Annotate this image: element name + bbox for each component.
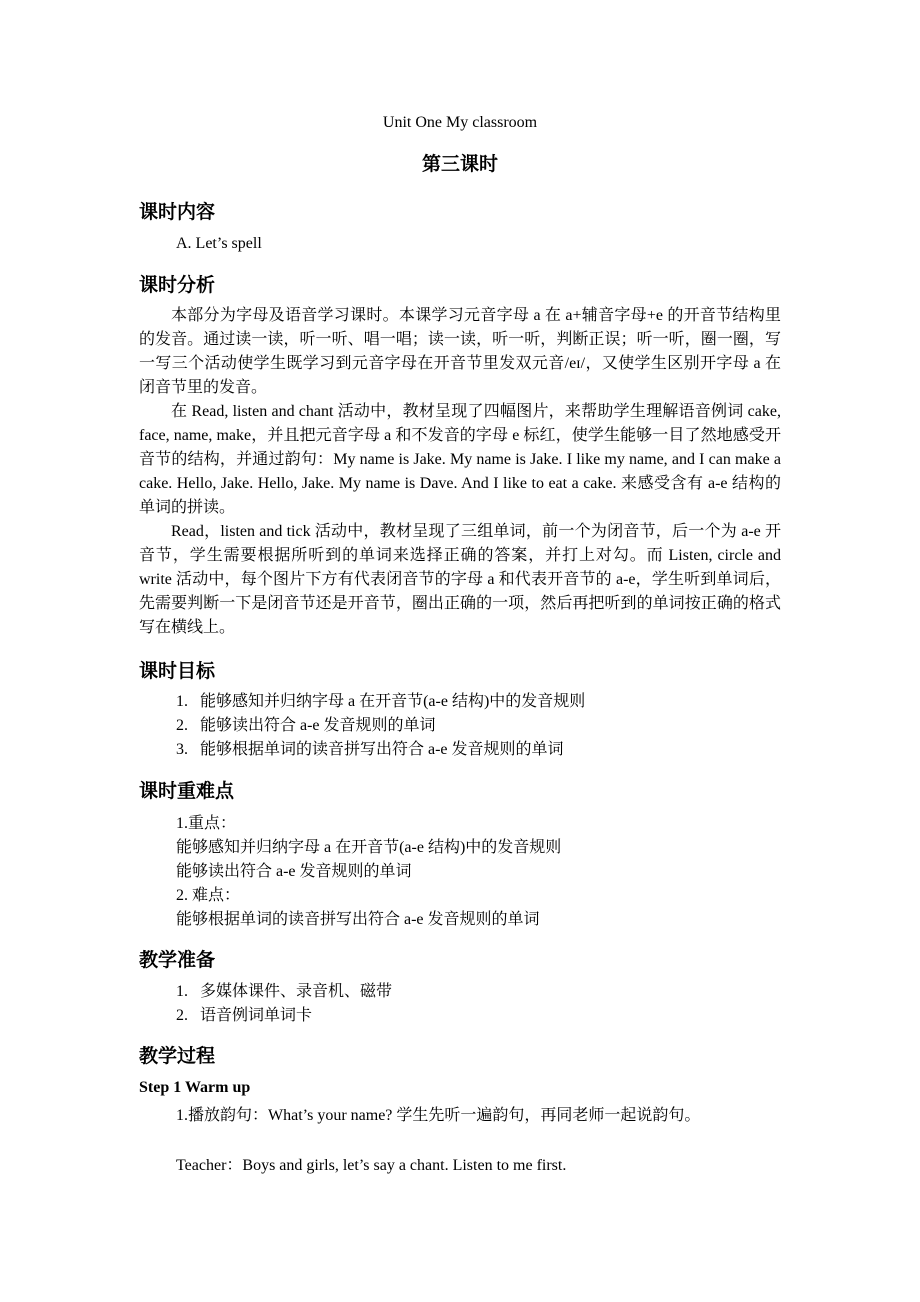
list-text: 语音例词单词卡 [200, 1007, 313, 1024]
key-point-line: 1.重点： [176, 815, 237, 832]
list-text: 多媒体课件、录音机、磁带 [200, 983, 393, 1000]
section-heading-content: 课时内容 [139, 201, 216, 223]
step-title: Step 1 Warm up [139, 1079, 251, 1096]
list-item [176, 1004, 392, 1028]
analysis-body [139, 304, 781, 640]
content-item: A. Let’s spell [176, 235, 262, 252]
list-number: 2. [176, 717, 188, 734]
key-points-detail [176, 836, 561, 932]
objectives-list [176, 690, 585, 762]
section-heading-preparation: 教学准备 [139, 949, 216, 971]
list-number: 3. [176, 741, 188, 758]
section-heading-process: 教学过程 [139, 1045, 216, 1067]
analysis-paragraph: 在 Read, listen and chant 活动中，教材呈现了四幅图片，来帮助学生理解语音例词 cake, face, name, make，并且把元音字母 a 和不发音的字母 e 标红，使学生能够一目了然地感受开音节的结构，并通过韵句：My name is Jake. My name is Jake. I like my name, and I can make a cake. Hello, Jake. Hello, Jake. My name is Dave. And I like to eat a cake. 来感受含有 a-e 结构的单词的拼读。 [139, 403, 781, 516]
list-number: 1. [176, 693, 188, 710]
key-points-block [176, 812, 236, 836]
analysis-paragraph: Read，listen and tick 活动中，教材呈现了三组单词，前一个为闭音节，后一个为 a-e 开音节，学生需要根据所听到的单词来选择正确的答案，并打上对勾。而 Listen, circle and write 活动中，每个图片下方有代表闭音节的字母 a 和代表开音节的 a-e，学生听到单词后，先需要判断一下是闭音节还是开音节，圈出正确的一项，然后再把听到的单词按正确的格式写在横线上。 [139, 523, 781, 636]
preparation-list [176, 980, 392, 1028]
key-point-line: 能够根据单词的读音拼写出符合 a-e 发音规则的单词 [176, 911, 540, 928]
key-point-line: 2. 难点： [176, 887, 241, 904]
step-line: 1.播放韵句：What’s your name? 学生先听一遍韵句，再同老师一起说韵句。 [176, 1107, 701, 1124]
list-text: 能够感知并归纳字母 a 在开音节(a-e 结构)中的发音规则 [200, 693, 586, 710]
list-item [176, 738, 585, 762]
list-text: 能够根据单词的读音拼写出符合 a-e 发音规则的单词 [200, 741, 564, 758]
section-heading-objectives: 课时目标 [139, 660, 216, 682]
unit-title: Unit One My classroom [382, 114, 538, 131]
teacher-line: Teacher：Boys and girls, let’s say a chant. Listen to me first. [176, 1157, 567, 1174]
list-number: 1. [176, 983, 188, 1000]
key-point-line: 能够感知并归纳字母 a 在开音节(a-e 结构)中的发音规则 [176, 839, 562, 856]
list-item [176, 714, 585, 738]
list-text: 能够读出符合 a-e 发音规则的单词 [200, 717, 436, 734]
key-point-line: 能够读出符合 a-e 发音规则的单词 [176, 863, 412, 880]
lesson-title: 第三课时 [421, 153, 498, 175]
analysis-paragraph: 本部分为字母及语音学习课时。本课学习元音字母 a 在 a+辅音字母+e 的开音节结构里的发音。通过读一读，听一听、唱一唱；读一读，听一听，判断正误；听一听，圈一圈，写一写三个活动使学生既学习到元音字母在开音节里发双元音/eɪ/，又使学生区别开字母 a 在闭音节里的发音。 [139, 307, 781, 396]
section-heading-key-points: 课时重难点 [139, 780, 235, 802]
list-number: 2. [176, 1007, 188, 1024]
list-item [176, 980, 392, 1004]
section-heading-analysis: 课时分析 [139, 274, 216, 296]
list-item [176, 690, 585, 714]
